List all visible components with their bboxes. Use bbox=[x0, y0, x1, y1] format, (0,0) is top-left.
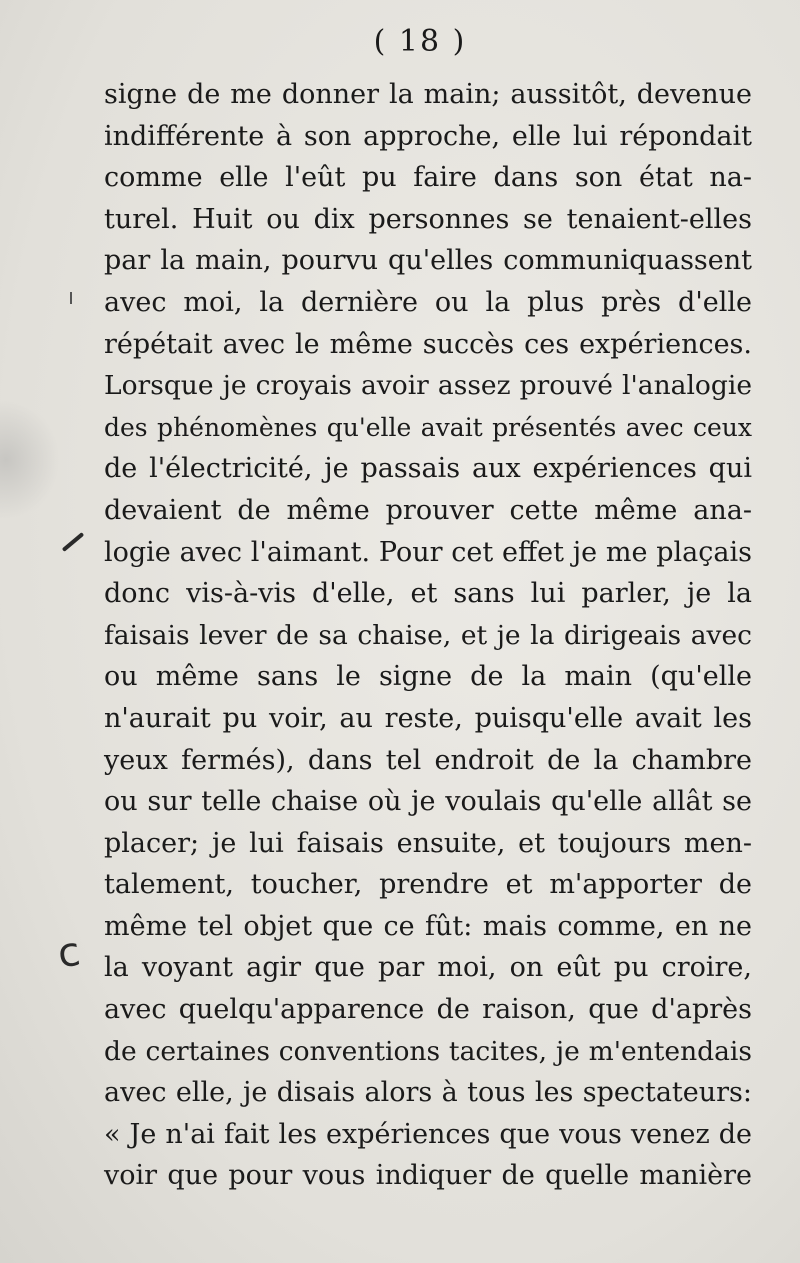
text-line: ou même sans le signe de la main (qu'elle bbox=[104, 661, 752, 693]
text-line: signe de me donner la main; aussitôt, devenue bbox=[104, 79, 752, 110]
body-text bbox=[104, 74, 752, 1197]
text-line: logie avec l'aimant. Pour cet effet je me plaçais bbox=[104, 536, 752, 568]
text-line: avec elle, je disais alors à tous les spectateurs: bbox=[104, 1077, 752, 1109]
text-line: voir que pour vous indiquer de quelle manière bbox=[104, 1160, 752, 1192]
text-line: devaient de même prouver cette même ana- bbox=[104, 494, 752, 526]
text-line: n'aurait pu voir, au reste, puisqu'elle avait les bbox=[104, 702, 752, 734]
margin-tick-mark bbox=[70, 292, 72, 304]
text-line: faisais lever de sa chaise, et je la dirigeais avec bbox=[104, 619, 752, 651]
margin-c-mark: c bbox=[54, 928, 84, 978]
text-line: par la main, pourvu qu'elles communiquassent bbox=[104, 245, 752, 277]
text-line: de certaines conventions tacites, je m'entendais bbox=[104, 1035, 752, 1067]
text-line: turel. Huit ou dix personnes se tenaient-elles bbox=[104, 203, 752, 235]
text-line: la voyant agir que par moi, on eût pu croire, bbox=[104, 952, 752, 984]
text-line: répétait avec le même succès ces expériences. bbox=[104, 328, 752, 360]
text-line: de l'électricité, je passais aux expériences qui bbox=[104, 453, 752, 485]
text-line: avec quelqu'apparence de raison, que d'après bbox=[104, 994, 752, 1026]
text-line: Lorsque je croyais avoir assez prouvé l'analogie bbox=[104, 370, 752, 402]
text-line: des phénomènes qu'elle avait présentés avec ceux bbox=[104, 412, 752, 442]
text-line: ou sur telle chaise où je voulais qu'elle allât se bbox=[104, 786, 752, 818]
paper-stain bbox=[0, 400, 60, 520]
text-line: donc vis-à-vis d'elle, et sans lui parler, je la bbox=[104, 578, 752, 610]
text-line: placer; je lui faisais ensuite, et toujours men- bbox=[104, 827, 752, 859]
text-line: indifférente à son approche, elle lui répondait bbox=[104, 120, 752, 152]
text-line: avec moi, la dernière ou la plus près d'elle bbox=[104, 286, 752, 318]
margin-slash-mark bbox=[62, 532, 84, 552]
text-line: « Je n'ai fait les expériences que vous venez de bbox=[104, 1118, 752, 1150]
text-line: comme elle l'eût pu faire dans son état na- bbox=[104, 162, 752, 194]
page-number: ( 18 ) bbox=[373, 24, 467, 59]
text-line: même tel objet que ce fût: mais comme, en ne bbox=[104, 910, 752, 942]
text-line: yeux fermés), dans tel endroit de la chambre bbox=[104, 744, 752, 776]
text-line: talement, toucher, prendre et m'apporter de bbox=[104, 869, 752, 901]
